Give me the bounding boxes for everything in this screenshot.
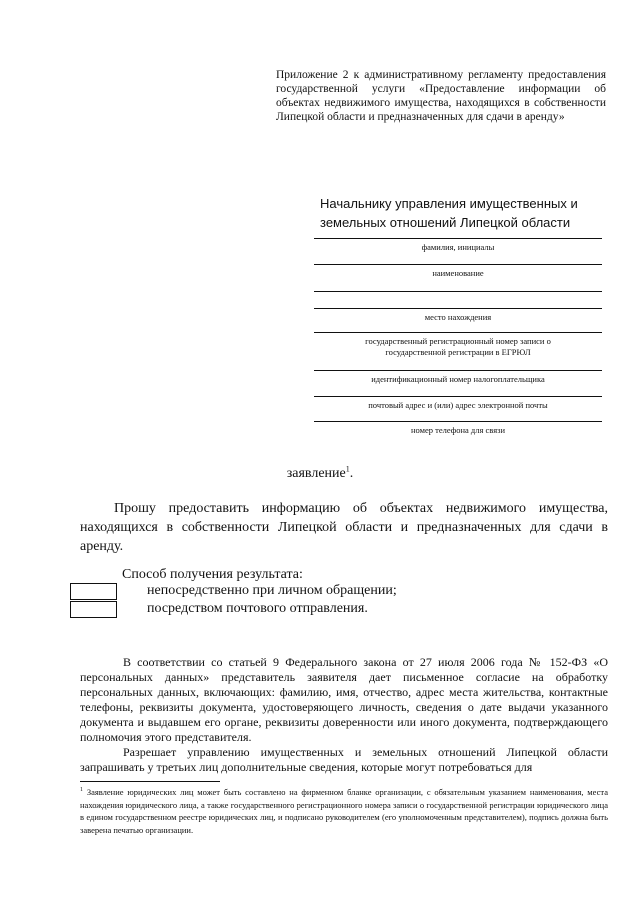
field-inn[interactable] (314, 370, 602, 385)
title-text: заявление (286, 466, 346, 481)
field-line (314, 332, 602, 333)
checkbox-post[interactable] (70, 601, 117, 618)
method-option-2-label: посредством почтового отправления. (147, 601, 368, 616)
field-location[interactable] (314, 308, 602, 323)
field-line (314, 238, 602, 239)
field-address[interactable] (314, 396, 602, 411)
field-line (314, 421, 602, 422)
consent-paragraph-2: Разрешает управлению имущественных и земельных отношений Липецкой области запрашивать у третьих лиц дополнительные сведения, которые могут потребоваться для (80, 745, 608, 774)
footnote-separator (80, 781, 220, 782)
field-caption: номер телефона для связи (410, 425, 506, 435)
field-caption: место нахождения (424, 312, 492, 322)
consent-paragraph-1: В соответствии со статьей 9 Федерального закона от 27 июля 2006 года № 152-ФЗ «О персональных данных» представитель заявителя дает письменное согласие на обработку персональных данных, включающих: фамилию, имя, отчество, адрес места жительства, контактные телефоны, реквизиты документа, удостоверяющего личность, сведения о дате выдачи указанного документа и выдавшем его органе, реквизиты доверенности или иного документа, подтверждающего полномочия этого представителя. (80, 655, 608, 744)
addressee-line-1: Начальнику управления имущественных и (320, 196, 578, 211)
method-option-1-label: непосредственно при личном обращении; (147, 583, 397, 598)
document-title (0, 466, 640, 482)
field-caption: фамилия, инициалы (421, 242, 495, 252)
checkbox-personal[interactable] (70, 583, 117, 600)
consent-section (80, 655, 608, 775)
field-registration[interactable] (314, 332, 602, 358)
field-line (314, 370, 602, 371)
footnote (80, 786, 608, 836)
field-line (314, 396, 602, 397)
field-line (314, 308, 602, 309)
field-caption: идентификационный номер налогоплательщика (371, 374, 545, 384)
field-caption-1: государственный регистрационный номер записи о (365, 336, 551, 346)
appendix-note: Приложение 2 к административному регламенту предоставления государственной услуги «Предоставление информации об объектах недвижимого имущества, находящихся в собственности Липецкой области и предназначенных для сдачи в аренду» (276, 69, 606, 123)
addressee-block (320, 194, 610, 232)
addressee-line-2: земельных отношений Липецкой области (320, 215, 571, 230)
field-caption: наименование (432, 268, 484, 278)
request-text: Прошу предоставить информацию об объектах недвижимого имущества, находящихся в собственности Липецкой области и предназначенных для сдачи в аренду. (80, 501, 608, 554)
field-line (314, 291, 602, 292)
field-org[interactable] (314, 264, 602, 279)
footnote-text: Заявление юридических лиц может быть составлено на фирменном бланке организации, с обязательным указанием наименования, места нахождения юридического лица, а также государственного регистрационного номера записи о государственной регистрации юридического лица в едином государственном реестре юридических лиц, и подписано руководителем (его уполномоченным представителем), подпись должна быть заверена печатью организации. (80, 787, 609, 835)
field-caption: почтовый адрес и (или) адрес электронной почты (368, 400, 548, 410)
footnote-mark: 1 (80, 787, 83, 794)
method-title: Способ получения результата: (122, 567, 303, 582)
field-blank[interactable] (314, 291, 602, 292)
field-line (314, 264, 602, 265)
field-name[interactable] (314, 238, 602, 253)
field-phone[interactable] (314, 421, 602, 436)
title-suffix: . (349, 466, 354, 481)
title-footnote-mark: 1 (345, 464, 350, 474)
field-caption-2: государственной регистрации в ЕГРЮЛ (385, 347, 531, 357)
